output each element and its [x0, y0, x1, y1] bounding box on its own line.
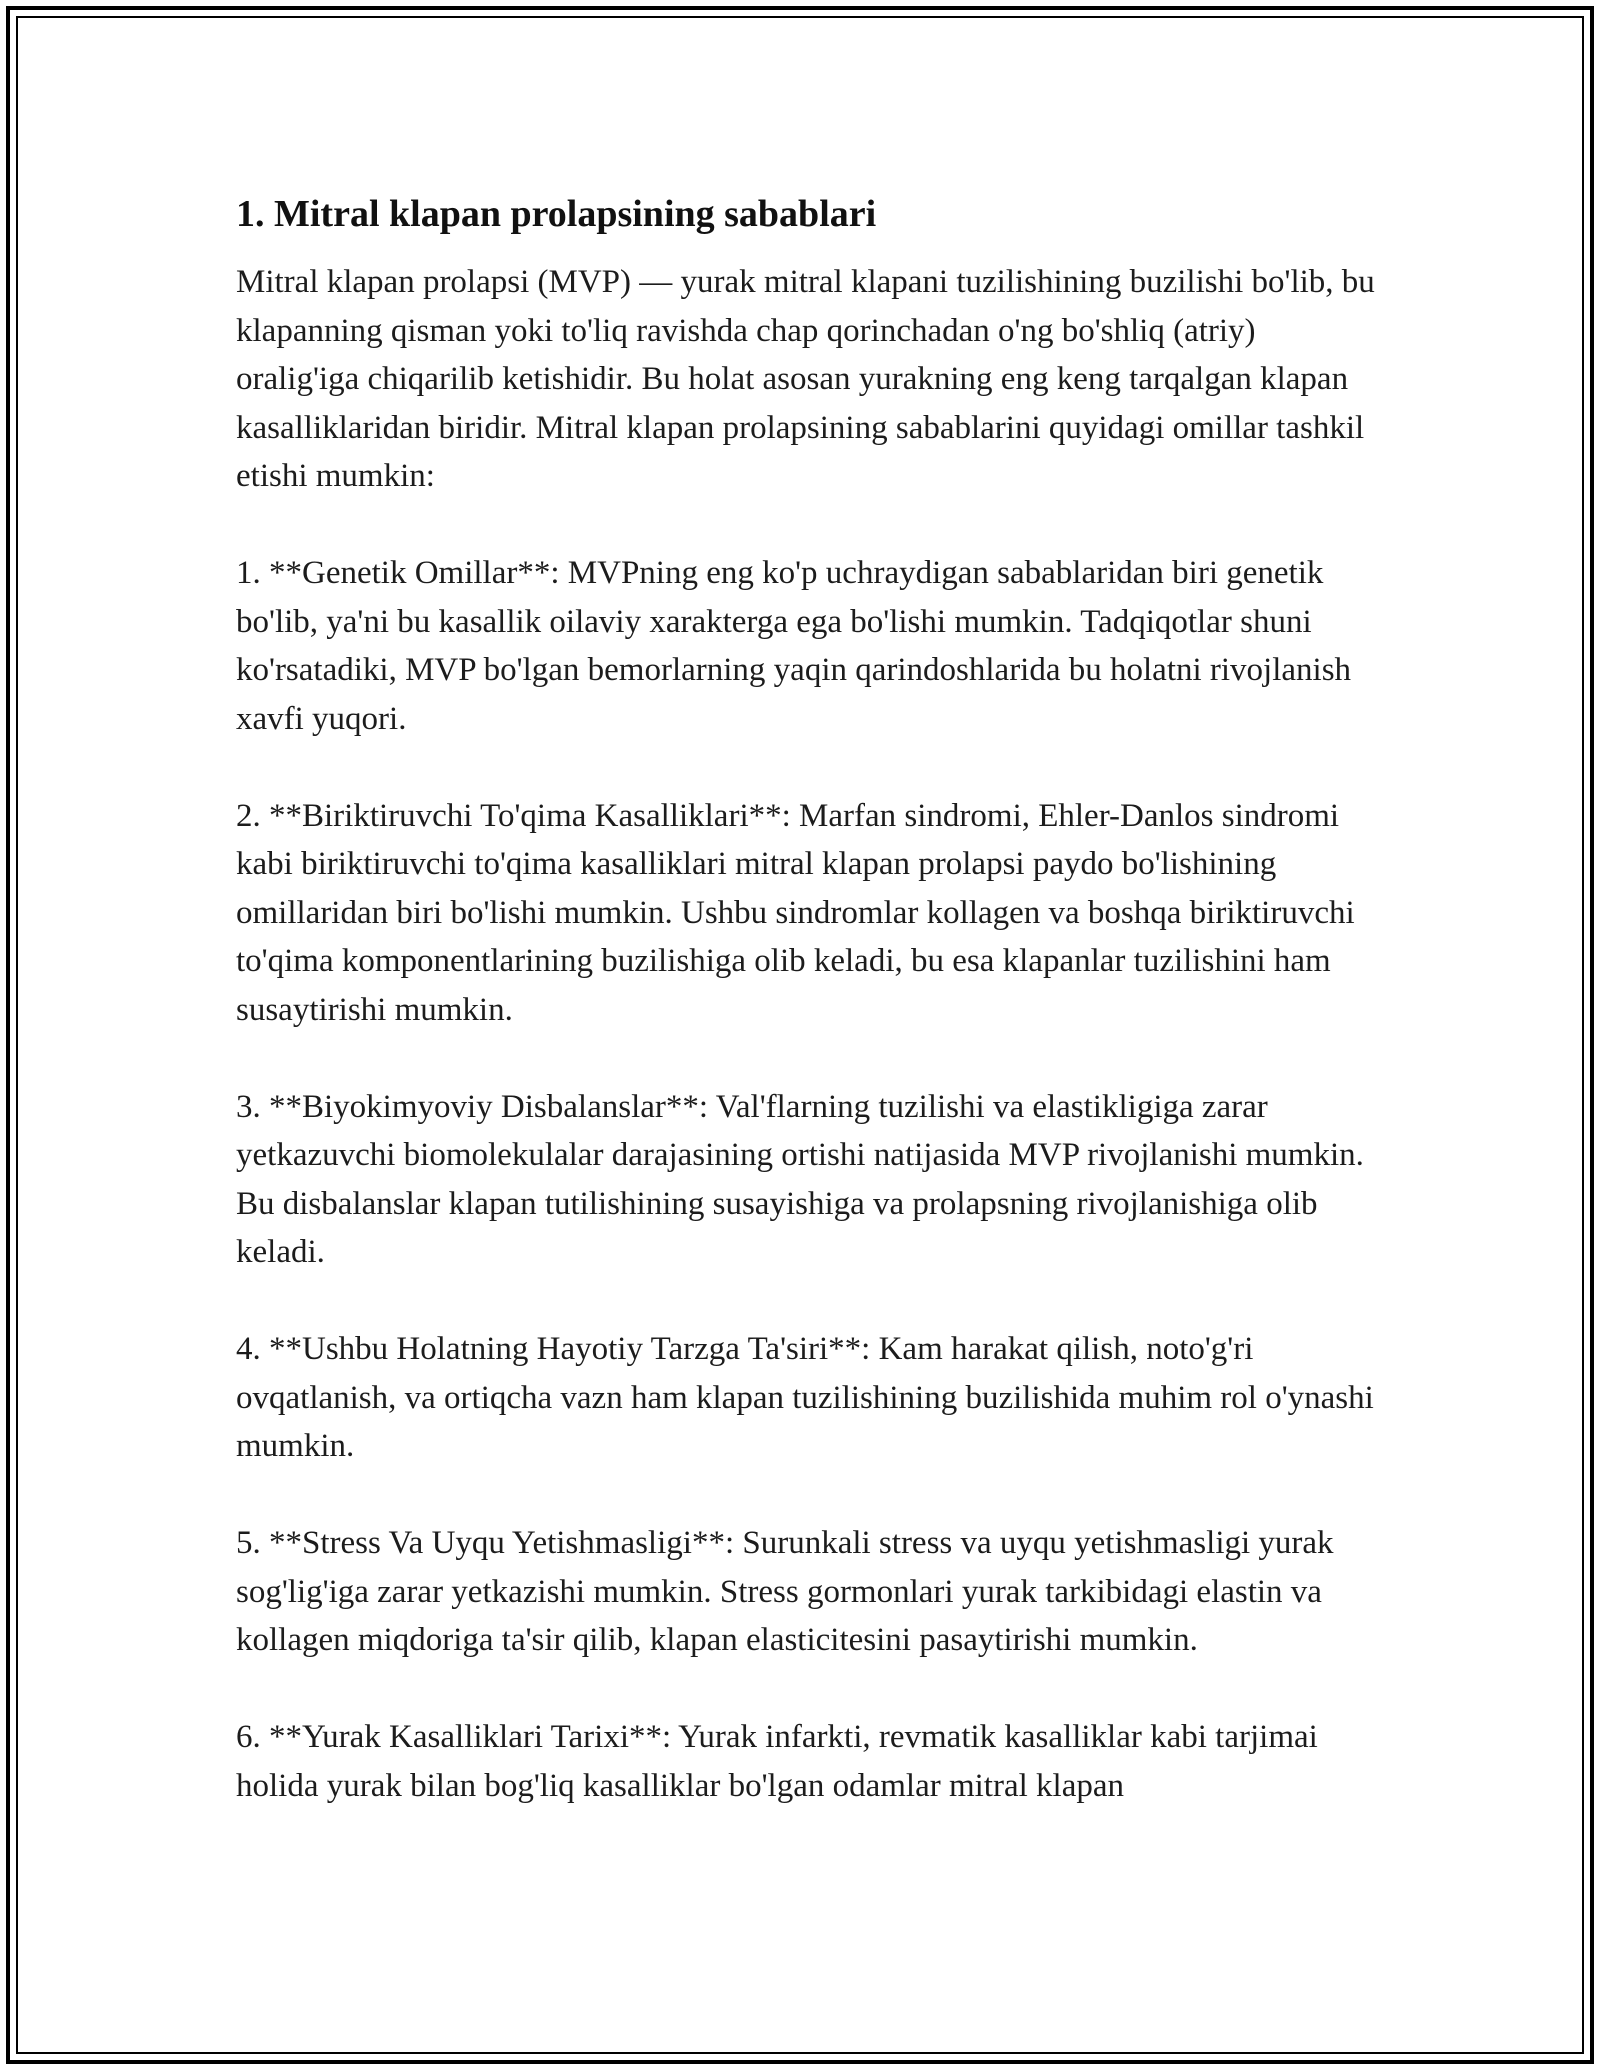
intro-paragraph: Mitral klapan prolapsi (MVP) — yurak mitral klapani tuzilishining buzilishi bo'lib, bu klapanning qisman yoki to'liq ravishda chap qorinchadan o'ng bo'shliq (atriy) oralig'iga chiqarilib ketishidir. Bu holat asosan yurakning eng keng tarqalgan klapan kasalliklaridan biridir. Mitral klapan prolapsining sabablarini quyidagi omillar tashkil etishi mumkin:	[236, 264, 1375, 494]
cause-item-lifestyle: 4. **Ushbu Holatning Hayotiy Tarzga Ta'siri**: Kam harakat qilish, noto'g'ri ovqatlanish, va ortiqcha vazn ham klapan tuzilishining buzilishida muhim rol o'ynashi mumkin.	[236, 1331, 1374, 1464]
page-title: 1. Mitral klapan prolapsining sabablari	[236, 193, 877, 235]
cause-item-biochemical: 3. **Biyokimyoviy Disbalanslar**: Val'flarning tuzilishi va elastikligiga zarar yetkazuvchi biomolekulalar darajasining ortishi natijasida MVP rivojlanishi mumkin. Bu disbalanslar klapan tutilishining susayishiga va prolapsning rivojlanishiga olib keladi.	[236, 1088, 1364, 1270]
cause-item-genetic: 1. **Genetik Omillar**: MVPning eng ko'p uchraydigan sabablaridan biri genetik bo'lib, ya'ni bu kasallik oilaviy xarakterga ega bo'lishi mumkin. Tadqiqotlar shuni ko'rsatadiki, MVP bo'lgan bemorlarning yaqin qarindoshlarida bu holatni rivojlanish xavfi yuqori.	[236, 555, 1352, 737]
cause-item-stress-sleep: 5. **Stress Va Uyqu Yetishmasligi**: Surunkali stress va uyqu yetishmasligi yurak sog'lig'iga zarar yetkazishi mumkin. Stress gormonlari yurak tarkibidagi elastin va kollagen miqdoriga ta'sir qilib, klapan elasticitesini pasaytirishi mumkin.	[236, 1525, 1334, 1658]
cause-item-heart-history: 6. **Yurak Kasalliklari Tarixi**: Yurak infarkti, revmatik kasalliklar kabi tarjimai holida yurak bilan bog'liq kasalliklar bo'lgan odamlar mitral klapan	[236, 1719, 1318, 1804]
document-body	[236, 188, 1386, 1859]
cause-item-connective-tissue: 2. **Biriktiruvchi To'qima Kasalliklari**: Marfan sindromi, Ehler-Danlos sindromi kabi biriktiruvchi to'qima kasalliklari mitral klapan prolapsi paydo bo'lishining omillaridan biri bo'lishi mumkin. Ushbu sindromlar kollagen va boshqa biriktiruvchi to'qima komponentlarining buzilishiga olib keladi, bu esa klapanlar tuzilishini ham susaytirishi mumkin.	[236, 797, 1355, 1028]
